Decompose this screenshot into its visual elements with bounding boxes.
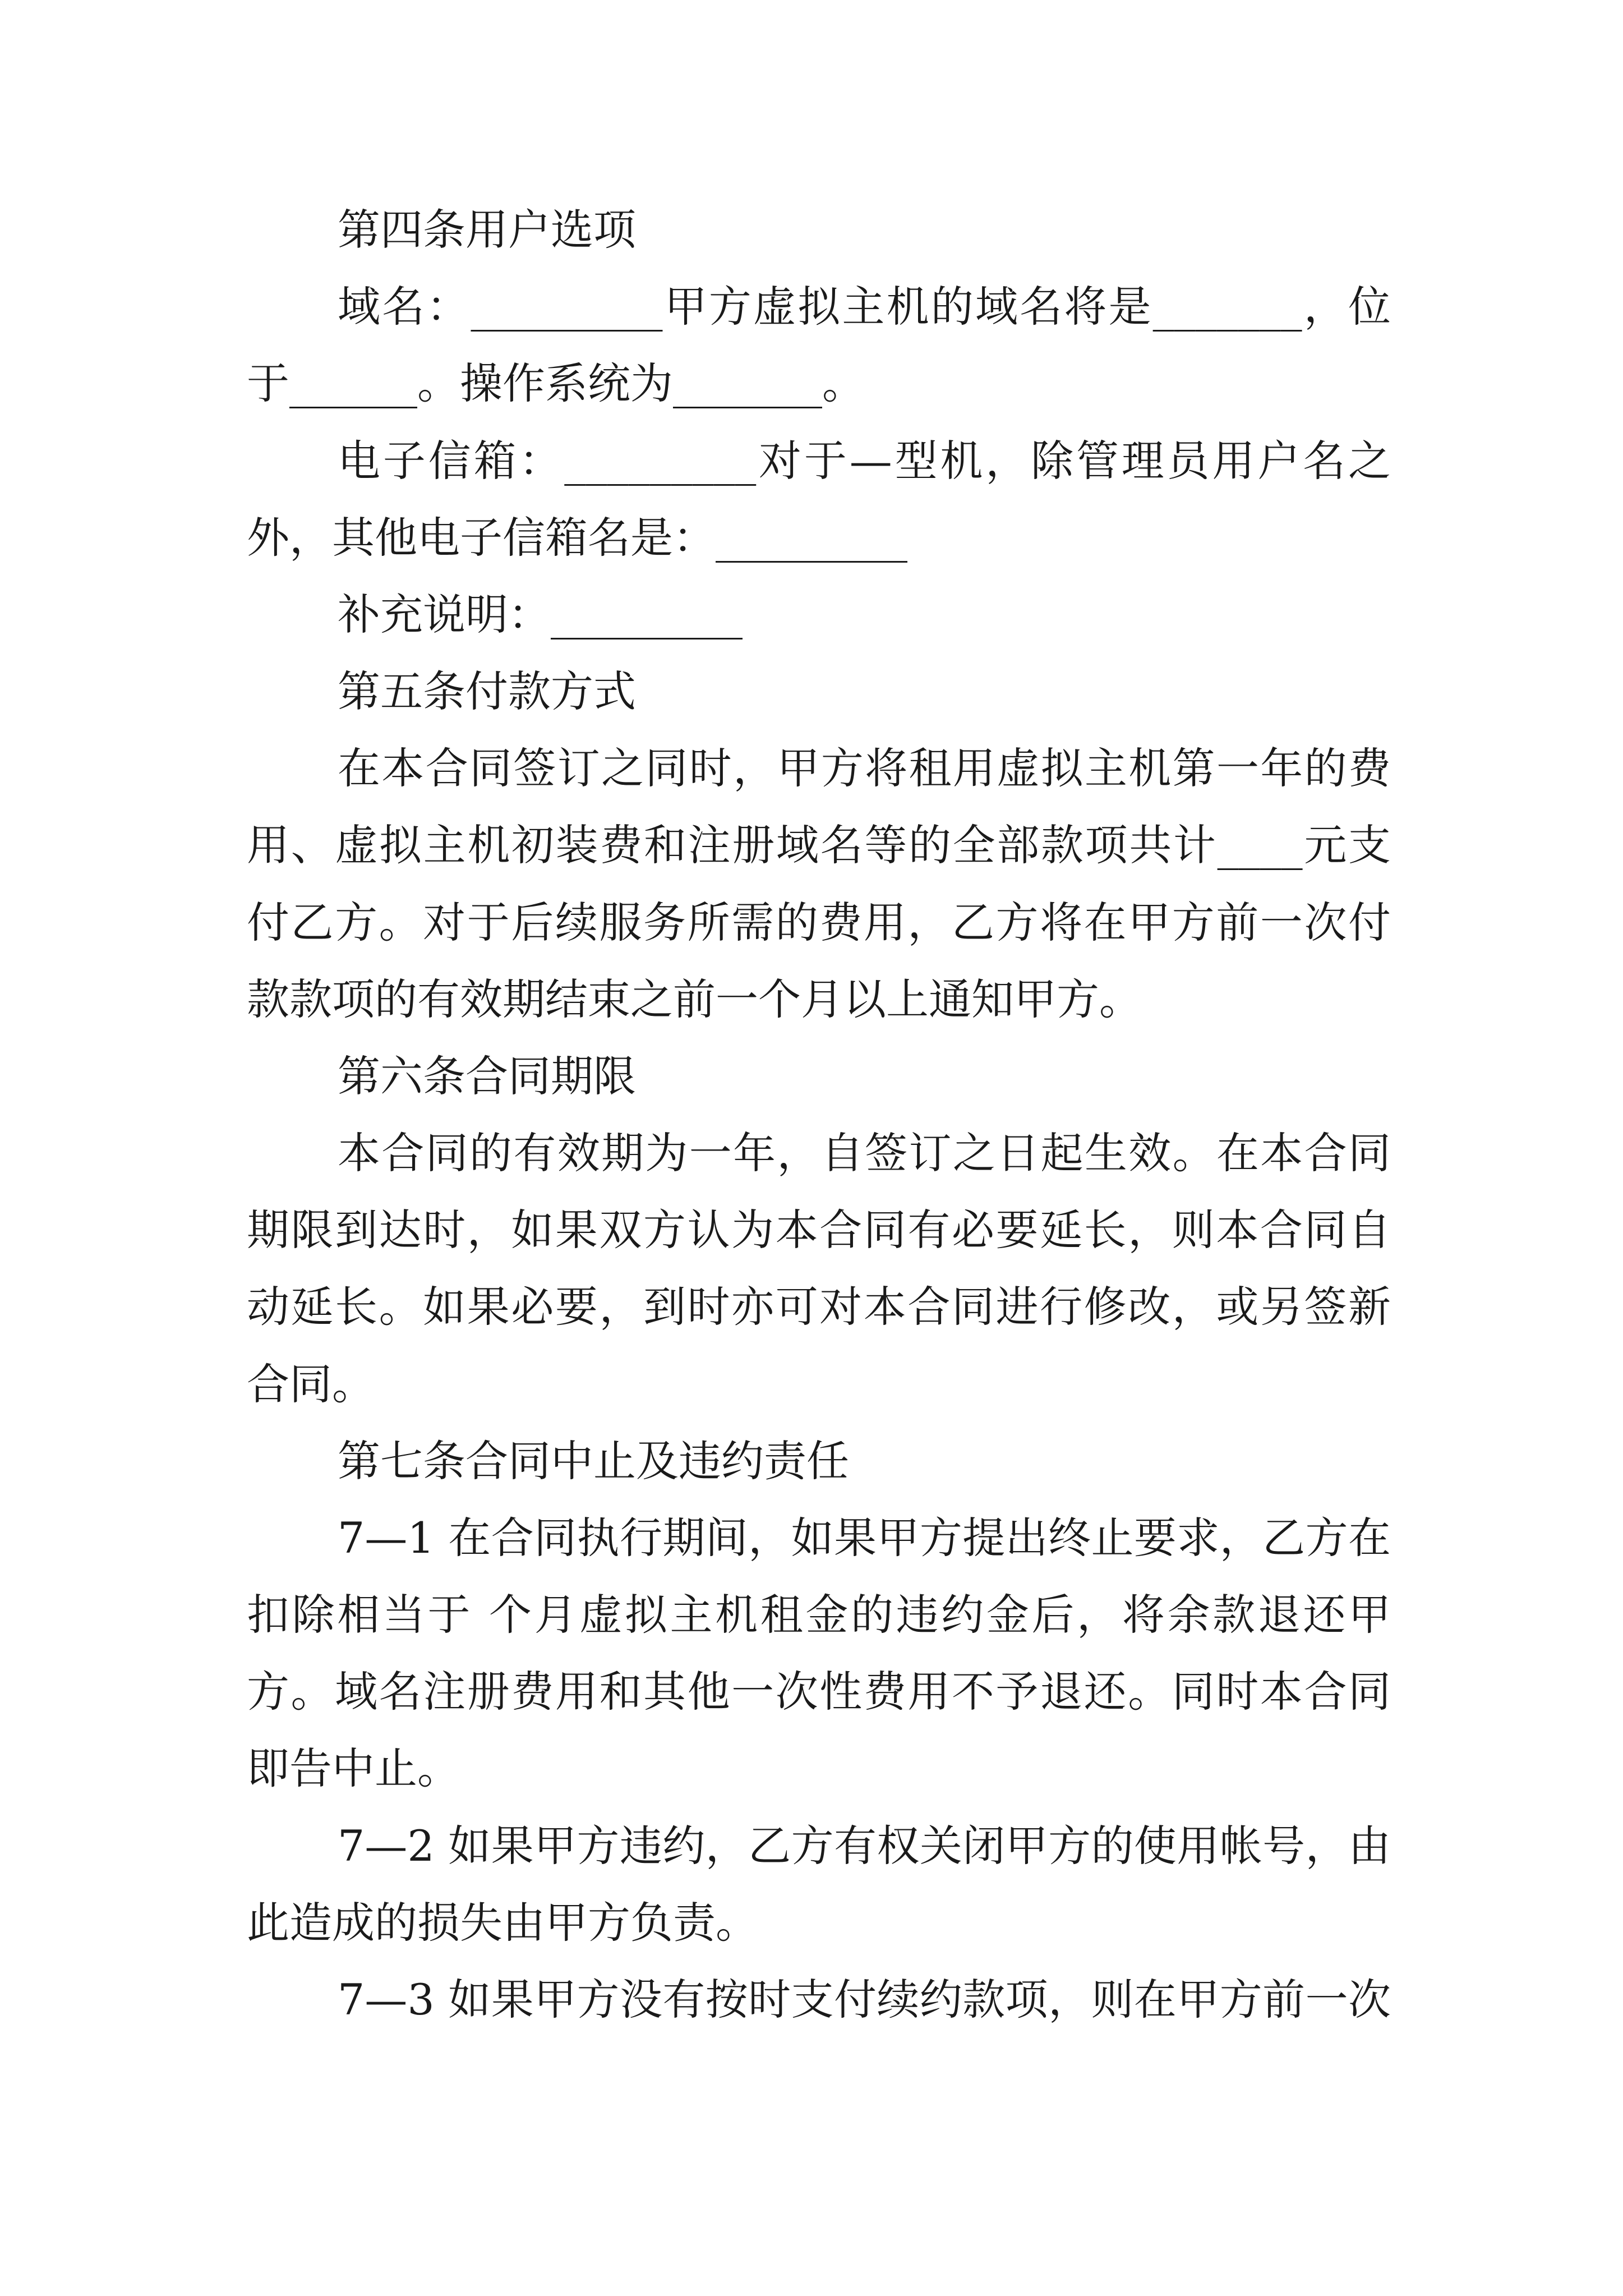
text-line: 方。域名注册费用和其他一次性费用不予退还。同时本合同 <box>247 1667 1391 1717</box>
text-line: 本合同的有效期为一年，自签订之日起生效。在本合同 <box>338 1128 1391 1178</box>
text-line: 此造成的损失由甲方负责。 <box>247 1898 758 1948</box>
text-line: 款款项的有效期结束之前一个月以上通知甲方。 <box>247 974 1142 1024</box>
text-line: 7—1 在合同执行期间，如果甲方提出终止要求，乙方在 <box>338 1513 1391 1563</box>
section-heading-4: 第四条用户选项 <box>338 205 636 255</box>
text-line: 动延长。如果必要，到时亦可对本合同进行修改，或另签新 <box>247 1282 1391 1332</box>
text-line: 在本合同签订之同时，甲方将租用虚拟主机第一年的费 <box>338 743 1391 793</box>
text-line: 7—3 如果甲方没有按时支付续约款项，则在甲方前一次 <box>338 1975 1391 2024</box>
text-line: 补充说明：_________ <box>338 590 743 639</box>
section-heading-7: 第七条合同中止及违约责任 <box>338 1436 849 1486</box>
text-line: 外，其他电子信箱名是：_________ <box>247 513 907 563</box>
text-line: 扣除相当于 个月虚拟主机租金的违约金后，将余款退还甲 <box>247 1590 1391 1640</box>
section-heading-5: 第五条付款方式 <box>338 666 636 716</box>
text-line: 合同。 <box>247 1359 375 1409</box>
text-line: 7—2 如果甲方违约，乙方有权关闭甲方的使用帐号，由 <box>338 1821 1391 1871</box>
text-line: 期限到达时，如果双方认为本合同有必要延长，则本合同自 <box>247 1205 1391 1255</box>
text-line: 即告中止。 <box>247 1743 460 1793</box>
text-line: 付乙方。对于后续服务所需的费用，乙方将在甲方前一次付 <box>247 898 1391 947</box>
text-line: 电子信箱：_________对于—型机，除管理员用户名之 <box>338 436 1391 486</box>
text-line: 于______。操作系统为_______。 <box>247 358 865 408</box>
text-line: 域名：_________甲方虚拟主机的域名将是_______，位 <box>338 282 1391 332</box>
text-line: 用、虚拟主机初装费和注册域名等的全部款项共计____元支 <box>247 820 1391 870</box>
section-heading-6: 第六条合同期限 <box>338 1051 636 1101</box>
